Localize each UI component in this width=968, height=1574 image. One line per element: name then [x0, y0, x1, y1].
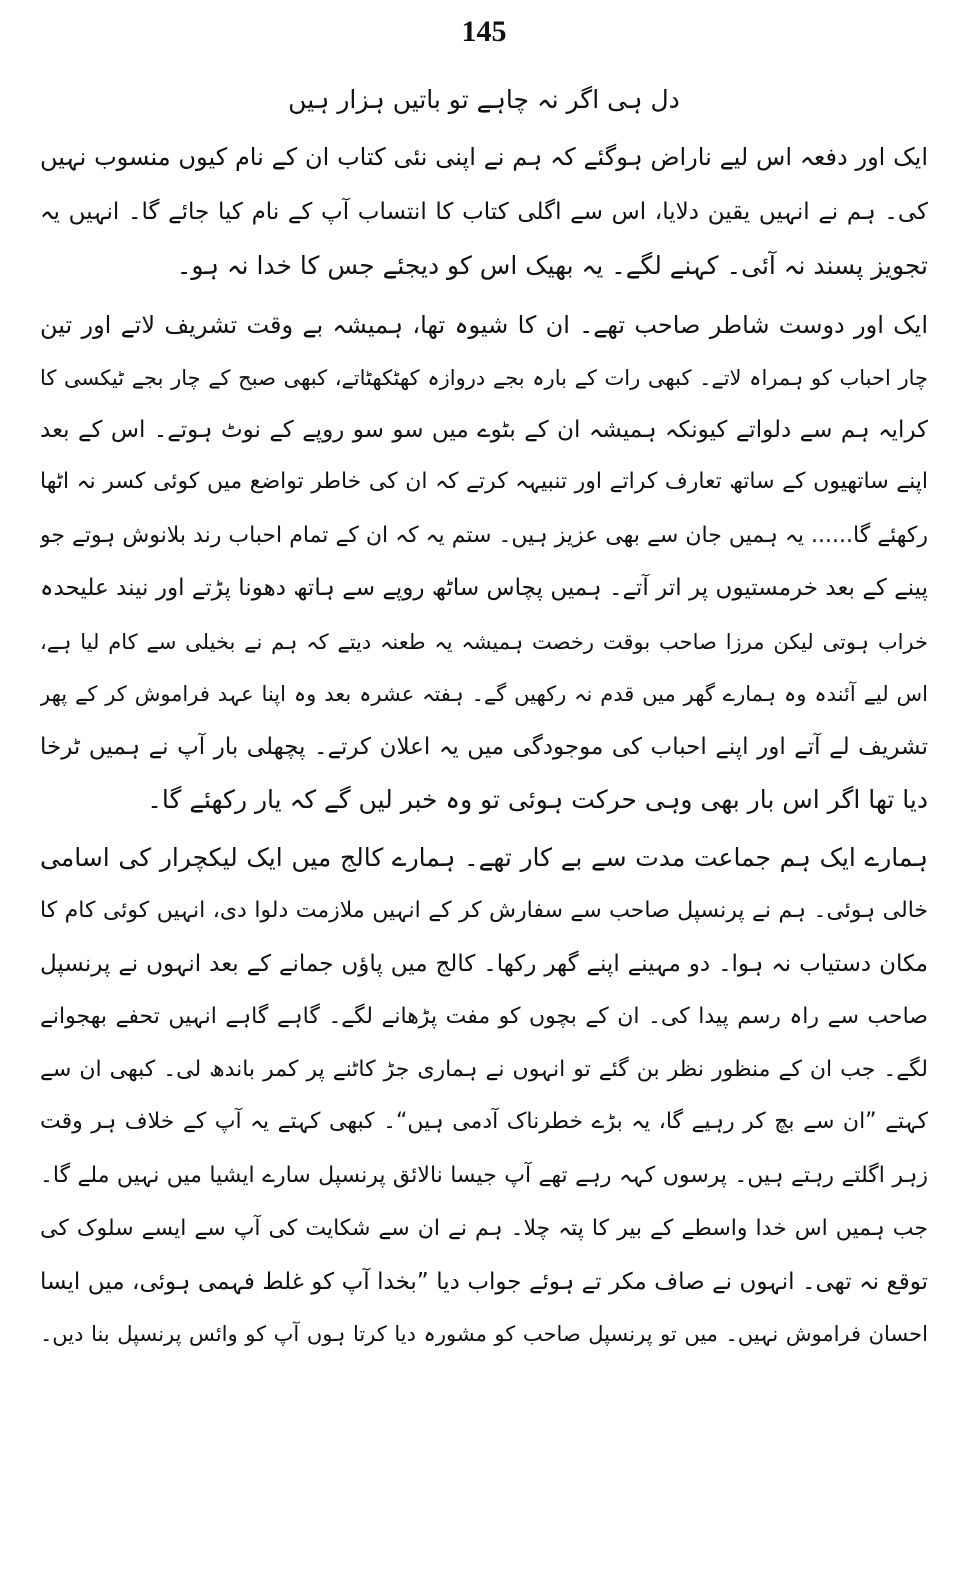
text-line: کہتے ”ان سے بچ کر رہیے گا، یہ بڑے خطرناک آدمی ہیں“۔ کبھی کہتے یہ آپ کے خلاف ہر وقت [40, 1109, 928, 1134]
text-line: جب ہمیں اس خدا واسطے کے بیر کا پتہ چلا۔ ہم نے ان سے شکایت کی آپ سے ایسے سلوک کی [40, 1216, 928, 1241]
text-line: پینے کے بعد خرمستیوں پر اتر آتے۔ ہمیں پچاس ساٹھ روپے سے ہاتھ دھونا پڑتے اور نیند علیحدہ [40, 575, 928, 601]
text-line: لگے۔ جب ان کے منظور نظر بن گئے تو انہوں نے ہماری جڑ کاٹنے پر کمر باندھ لی۔ کبھی ان سے [40, 1057, 928, 1082]
text-line: تشریف لے آتے اور اپنے احباب کی موجودگی میں یہ اعلان کرتے۔ پچھلی بار آپ نے ہمیں ٹرخا [40, 734, 928, 760]
text-line: خراب ہوتی لیکن مرزا صاحب بوقت رخصت ہمیشہ یہ طعنہ دیتے کہ ہم نے بخیلی سے کام لیا ہے، [40, 630, 928, 654]
text-line: اپنے ساتھیوں کے ساتھ تعارف کراتے اور تنبیہہ کرتے کہ ان کی خاطر تواضع میں کوئی کسر نہ اٹھا [40, 469, 928, 494]
text-line: تجویز پسند نہ آئی۔ کہنے لگے۔ یہ بھیک اس کو دیجئے جس کا خدا نہ ہو۔ [176, 251, 928, 280]
text-line: کی۔ ہم نے انہیں یقین دلایا، اس سے اگلی کتاب کا انتساب آپ کے نام کیا جائے گا۔ انہیں یہ [40, 199, 928, 225]
text-line: کرایہ ہم سے دلواتے کیونکہ ہمیشہ ان کے بٹوے میں سو سو روپے کے نوٹ ہوتے۔ اس کے بعد [40, 417, 928, 443]
page-number: 145 [461, 15, 507, 48]
text-line: توقع نہ تھی۔ انہوں نے صاف مکر تے ہوئے جواب دیا ”بخدا آپ کو غلط فہمی ہوئی، میں ایسا [40, 1269, 928, 1295]
text-line: صاحب سے راہ رسم پیدا کی۔ ان کے بچوں کو مفت پڑھانے لگے۔ گاہے گاہے انہیں تحفے بھجوانے [40, 1004, 928, 1029]
text-line: رکھئے گا...... یہ ہمیں جان سے بھی عزیز ہیں۔ ستم یہ کہ ان کے تمام احباب رند بلانوش ہوتے جو [40, 523, 928, 548]
text-line: مکان دستیاب نہ ہوا۔ دو مہینے اپنے گھر رکھا۔ کالج میں پاؤں جمانے کے بعد انہوں نے پرنسپل [40, 951, 928, 977]
text-line: ایک اور دفعہ اس لیے ناراض ہوگئے کہ ہم نے اپنی نئی کتاب ان کے نام کیوں منسوب نہیں [40, 143, 928, 171]
text-line: احسان فراموش نہیں۔ میں تو پرنسپل صاحب کو مشورہ دیا کرتا ہوں آپ کو وائس پرنسپل بنا دیں۔ [40, 1322, 928, 1346]
text-line: ایک اور دوست شاطر صاحب تھے۔ ان کا شیوہ تھا، ہمیشہ بے وقت تشریف لاتے اور تین [40, 311, 928, 339]
text-line: اس لیے آئندہ وہ ہمارے گھر میں قدم نہ رکھیں گے۔ ہفتہ عشرہ بعد وہ اپنا عہد فراموش کر کے پھر [40, 682, 928, 706]
chapter-title: دل ہی اگر نہ چاہے تو باتیں ہزار ہیں [288, 85, 680, 114]
text-line: چار احباب کو ہمراہ لاتے۔ کبھی رات کے بارہ بجے دروازہ کھٹکھٹاتے، کبھی صبح کے چار بجے ٹیکسی کا [40, 366, 928, 390]
text-line: خالی ہوئی۔ ہم نے پرنسپل صاحب سے سفارش کر کے انہیں ملازمت دلوا دی، انہیں کوئی کام کا [40, 898, 928, 923]
text-line: دیا تھا اگر اس بار بھی وہی حرکت ہوئی تو وہ خبر لیں گے کہ یار رکھئے گا۔ [147, 785, 928, 814]
text-line: ہمارے ایک ہم جماعت مدت سے بے کار تھے۔ ہمارے کالج میں ایک لیکچرار کی اسامی [40, 843, 928, 872]
text-line: زہر اگلتے رہتے ہیں۔ پرسوں کہہ رہے تھے آپ جیسا نالائق پرنسپل سارے ایشیا میں نہیں ملے گا۔ [40, 1163, 928, 1188]
